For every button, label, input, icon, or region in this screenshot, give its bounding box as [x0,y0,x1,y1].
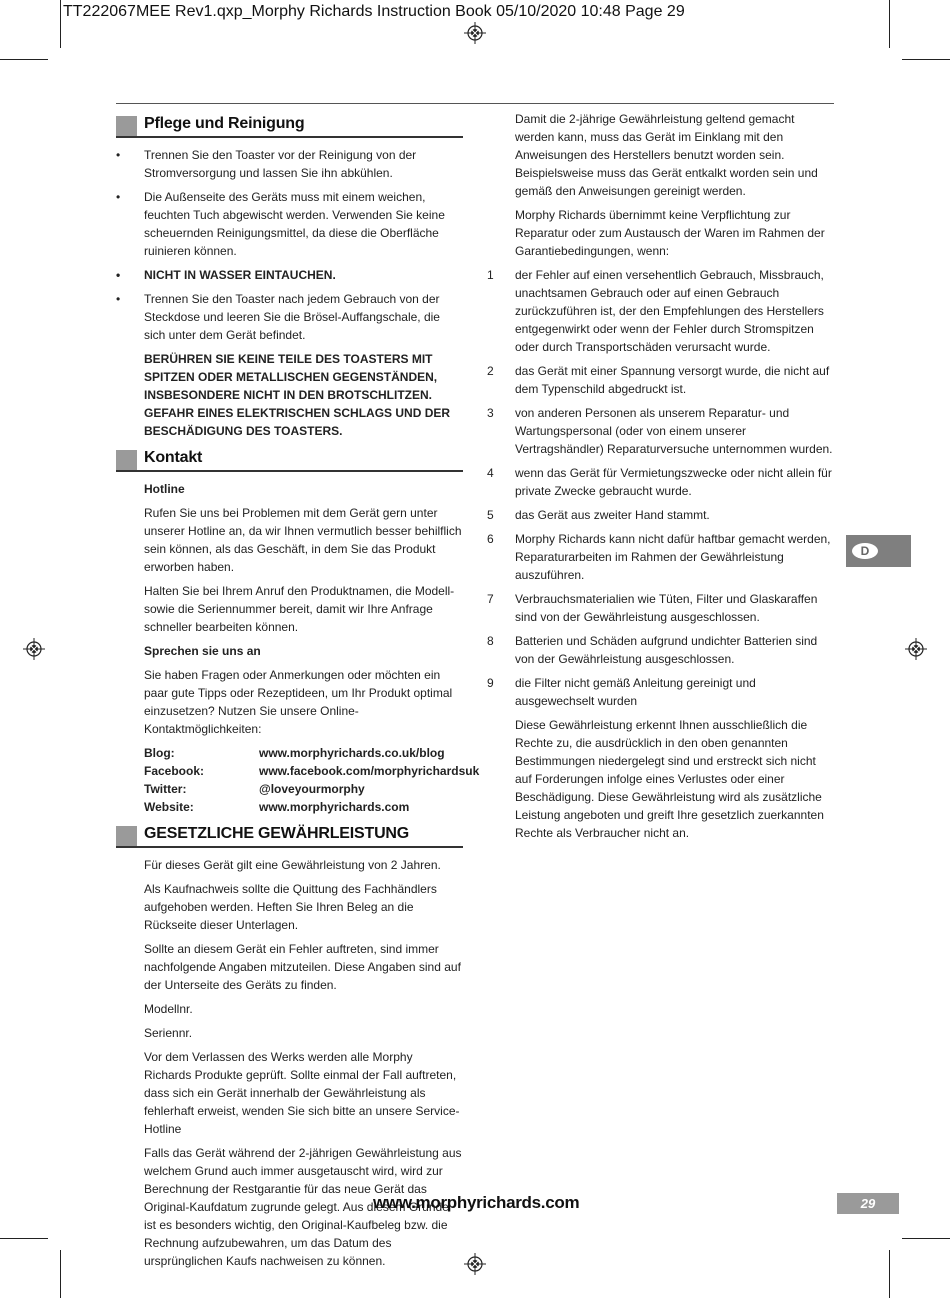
list-item: 9 die Filter nicht gemäß Anleitung gereinigt und ausgewechselt wurden [487,676,756,708]
heading-marker [116,116,137,136]
crop-mark [902,1238,950,1239]
registration-mark-icon [23,638,45,660]
list-item: • Trennen Sie den Toaster nach jedem Gebrauch von der Steckdose und leeren Sie die Brösel-Auffangschale, die sich unter dem Gerät befindet. [116,292,440,342]
list-item: 6 Morphy Richards kann nicht dafür haftbar gemacht werden, Reparaturarbeiten im Rahmen der Gewährleistung auszuführen. [487,532,831,582]
crop-mark [0,59,48,60]
list-item: • NICHT IN WASSER EINTAUCHEN. [116,268,336,282]
subheading-speak: Sprechen sie uns an [144,644,261,658]
model-number-label: Modellnr. [144,1002,193,1016]
registration-mark-icon [464,22,486,44]
paragraph: Morphy Richards übernimmt keine Verpflichtung zur Reparatur oder zum Austausch der Waren im Rahmen der Garantiebedingungen, wenn: [515,208,825,258]
paragraph: Rufen Sie uns bei Problemen mit dem Gerät gern unter unserer Hotline an, da wir Ihnen vermutlich besser behilflich sein können, als das Geschäft, in dem Sie das Produkt erworben haben. [144,506,462,574]
right-column [487,110,835,848]
print-slug: TT222067MEE Rev1.qxp_Morphy Richards Instruction Book 05/10/2020 10:48 Page 29 [63,3,685,20]
registration-mark-icon [905,638,927,660]
subheading-hotline: Hotline [144,482,185,496]
twitter-link[interactable]: @loveyourmorphy [259,782,365,796]
language-tab [846,535,911,567]
list-item: 8 Batterien und Schäden aufgrund undichter Batterien sind von der Gewährleistung ausgeschlossen. [487,634,818,666]
serial-number-label: Seriennr. [144,1026,193,1040]
crop-mark [60,1250,61,1298]
list-item: • Trennen Sie den Toaster vor der Reinigung von der Stromversorgung und lassen Sie ihn abkühlen. [116,148,417,180]
paragraph: Als Kaufnachweis sollte die Quittung des Fachhändlers aufgehoben werden. Heften Sie Ihren Beleg an die Rückseite dieser Unterlagen. [144,882,437,932]
list-item: 3 von anderen Personen als unserem Reparatur- und Wartungspersonal (oder von einem unserer Vertragshändler) Reparaturversuche unternommen wurden. [487,406,833,456]
top-rule [116,103,834,104]
list-item: 5 das Gerät aus zweiter Hand stammt. [487,508,710,522]
paragraph: Diese Gewährleistung erkennt Ihnen ausschließlich die Rechte zu, die ausdrücklich in den oben genannten Bestimmungen niedergelegt sind und erstreckt sich nicht auf Forderungen infolge eines Verlustes oder einer Beschädigung. Diese Gewährleistung wird als zusätzliche Leistung angeboten und greift Ihre gesetzlich zuerkannten Rechte als Verbraucher nicht an. [515,718,824,840]
list-item: • Die Außenseite des Geräts muss mit einem weichen, feuchten Tuch abgewischt werden. Verwenden Sie keine scheuernden Reinigungsmittel, da diese die Oberfläche ruinieren können. [116,190,445,258]
crop-mark [902,59,950,60]
paragraph: Vor dem Verlassen des Werks werden alle Morphy Richards Produkte geprüft. Sollte einmal der Fall auftreten, dass sich ein Gerät innerhalb der Gewährleistung als fehlerhaft erweist, wenden Sie sich bitte an unsere Service-Hotline [144,1050,460,1136]
page-number: 29 [837,1193,899,1214]
contact-row: Twitter: @loveyourmorphy [144,782,365,796]
language-tab-label: D [852,543,878,559]
paragraph: Halten Sie bei Ihrem Anruf den Produktnamen, die Modell- sowie die Seriennummer bereit, damit wir Ihre Anfrage schneller bearbeiten können. [144,584,455,634]
heading-marker [116,450,137,470]
crop-mark [0,1238,48,1239]
section-heading-care [116,114,463,138]
contact-row: Blog: www.morphyrichards.co.uk/blog [144,746,445,760]
footer-url: www.morphyrichards.com [373,1193,580,1212]
heading-text: GESETZLICHE GEWÄHRLEISTUNG [144,825,410,842]
contact-channels [116,744,480,816]
list-item: 1 der Fehler auf einen versehentlich Gebrauch, Missbrauch, unachtsamen Gebrauch oder auf einen Gebrauch zurückzuführen ist, der den Empfehlungen des Herstellers entgegenwirkt oder wenn der Fehler durch Stromspitzen oder durch Transportschäden verursacht wurde. [487,268,824,354]
facebook-link[interactable]: www.facebook.com/morphyrichardsuk [259,764,480,778]
section-heading-contact [116,448,463,472]
section-heading-warranty [116,824,463,848]
contact-row: Website: www.morphyrichards.com [144,800,410,814]
paragraph: Sollte an diesem Gerät ein Fehler auftreten, sind immer nachfolgende Angaben mitzuteilen. Diese Angaben sind auf der Unterseite des Geräts zu finden. [144,942,461,992]
list-item: 4 wenn das Gerät für Vermietungszwecke oder nicht allein für private Zwecke gebraucht wurde. [487,466,832,498]
paragraph: Für dieses Gerät gilt eine Gewährleistung von 2 Jahren. [144,858,441,872]
heading-text: Pflege und Reinigung [144,115,305,132]
left-column [116,114,480,1276]
crop-mark [889,1250,890,1298]
paragraph: Sie haben Fragen oder Anmerkungen oder möchten ein paar gute Tipps oder Rezeptideen, um Ihr Produkt optimal einzusetzen? Nutzen Sie unsere Online-Kontaktmöglichkeiten: [144,668,453,736]
website-link[interactable]: www.morphyrichards.com [259,800,410,814]
contact-row: Facebook: www.facebook.com/morphyrichardsuk [144,764,480,778]
paragraph: Falls das Gerät während der 2-jährigen Gewährleistung aus welchem Grund auch immer ausgetauscht wird, wird zur Berechnung der Restgarantie für das neue Gerät das Original-Kaufdatum zugrunde gelegt. Aus diesem Grunde ist es besonders wichtig, den Original-Kaufbeleg bzw. die Rechnung aufzubewahren, um das Datum des ursprünglichen Kaufs nachweisen zu können. [144,1146,462,1268]
safety-warning: BERÜHREN SIE KEINE TEILE DES TOASTERS MIT SPITZEN ODER METALLISCHEN GEGENSTÄNDEN, INSBESONDERE NICHT IN DEN BROTSCHLITZEN. GEFAHR EINES ELEKTRISCHEN SCHLAGS UND DER BESCHÄDIGUNG DES TOASTERS. [144,352,451,438]
heading-text: Kontakt [144,449,203,466]
list-item: 7 Verbrauchsmaterialien wie Tüten, Filter und Glaskaraffen sind von der Gewährleistung ausgeschlossen. [487,592,818,624]
heading-marker [116,826,137,846]
list-item: 2 das Gerät mit einer Spannung versorgt wurde, die nicht auf dem Typenschild abgedruckt ist. [487,364,830,396]
crop-mark [60,0,61,48]
blog-link[interactable]: www.morphyrichards.co.uk/blog [259,746,445,760]
crop-mark [889,0,890,48]
registration-mark-icon [464,1253,486,1275]
paragraph: Damit die 2-jährige Gewährleistung geltend gemacht werden kann, muss das Gerät im Einklang mit den Anweisungen des Herstellers benutzt worden sein. Beispielsweise muss das Gerät entkalkt worden sein und gemäß den Anweisungen gereinigt werden. [515,112,818,198]
